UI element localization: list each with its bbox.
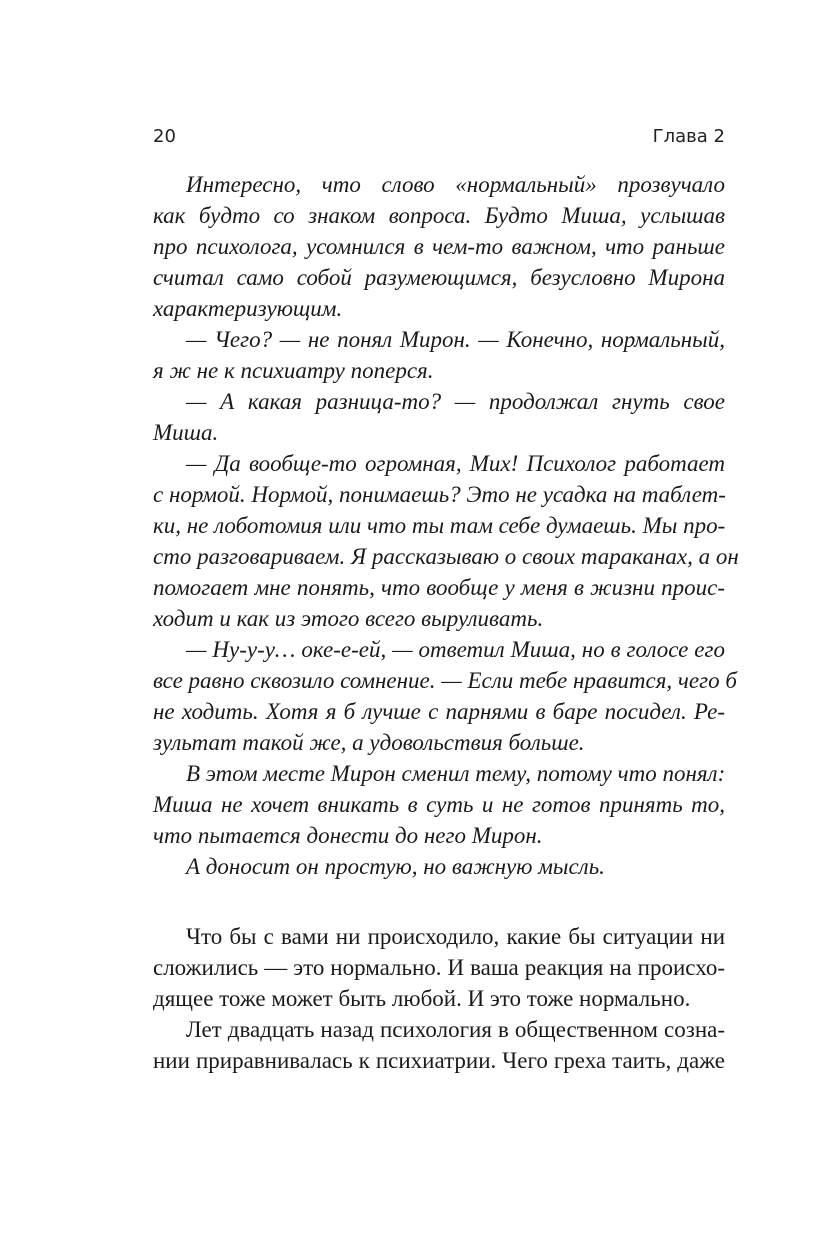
paragraph [153, 758, 725, 851]
paragraph [153, 634, 737, 758]
page-number: 20 [153, 126, 176, 147]
paragraph [153, 169, 725, 324]
text-line: зультат такой же, а удовольствия больше. [153, 730, 585, 755]
text-line: А доносит он простую, но важную мысль. [186, 854, 605, 879]
body-text-block [153, 921, 725, 1076]
text-line: все равно сквозило сомнение. — Если тебе нравится, чего б [153, 668, 737, 693]
text-line: с нормой. Нормой, понимаешь? Это не усадка на таблет- [153, 482, 726, 507]
text-line: сложились — это нормально. И ваша реакция на происхо- [153, 955, 725, 980]
text-line: ходит и как из этого всего выруливать. [153, 606, 544, 631]
paragraph [153, 324, 725, 386]
text-line: сто разговариваем. Я рассказываю о своих тараканах, а он [153, 544, 739, 569]
text-line: как будто со знаком вопроса. Будто Миша, услышав [153, 203, 725, 228]
text-line: не ходить. Хотя я б лучше с парнями в баре посидел. Ре- [153, 699, 725, 724]
text-line: характеризующим. [153, 296, 343, 321]
text-line: — Да вообще-то огромная, Мих! Психолог работает [186, 451, 725, 476]
text-line: про психолога, усомнился в чем-то важном, что раньше [153, 234, 725, 259]
paragraph [153, 1014, 725, 1076]
chapter-title: Глава 2 [652, 126, 725, 147]
text-line: — Чего? — не понял Мирон. — Конечно, нормальный, [186, 327, 725, 352]
text-line: Миша не хочет вникать в суть и не готов принять то, [153, 792, 725, 817]
text-line: — А какая разница-то? — продолжал гнуть свое [186, 389, 725, 414]
paragraph [153, 921, 725, 1014]
paragraph [153, 851, 725, 882]
text-line: считал само собой разумеющимся, безусловно Мирона [153, 265, 725, 290]
text-line: Что бы с вами ни происходило, какие бы ситуации ни [186, 924, 725, 949]
text-line: Миша. [153, 420, 219, 445]
text-line: В этом месте Мирон сменил тему, потому что понял: [186, 761, 726, 786]
text-line: Интересно, что слово «нормальный» прозвучало [186, 172, 725, 197]
text-line: дящее тоже может быть любой. И это тоже нормально. [153, 986, 691, 1011]
italic-dialogue-block [153, 169, 739, 882]
paragraph [153, 386, 725, 448]
text-line: нии приравнивалась к психиатрии. Чего греха таить, даже [153, 1048, 725, 1073]
text-line: Лет двадцать назад психология в общественном созна- [186, 1017, 725, 1042]
text-line: — Ну-у-у… оке-е-ей, — ответил Миша, но в голосе его [186, 637, 725, 662]
text-line: что пытается донести до него Мирон. [153, 823, 543, 848]
paragraph [153, 448, 739, 634]
text-line: ки, не лоботомия или что ты там себе думаешь. Мы про- [153, 513, 726, 538]
text-line: помогает мне понять, что вообще у меня в жизни проис- [153, 575, 725, 600]
text-line: я ж не к психиатру поперся. [153, 358, 434, 383]
